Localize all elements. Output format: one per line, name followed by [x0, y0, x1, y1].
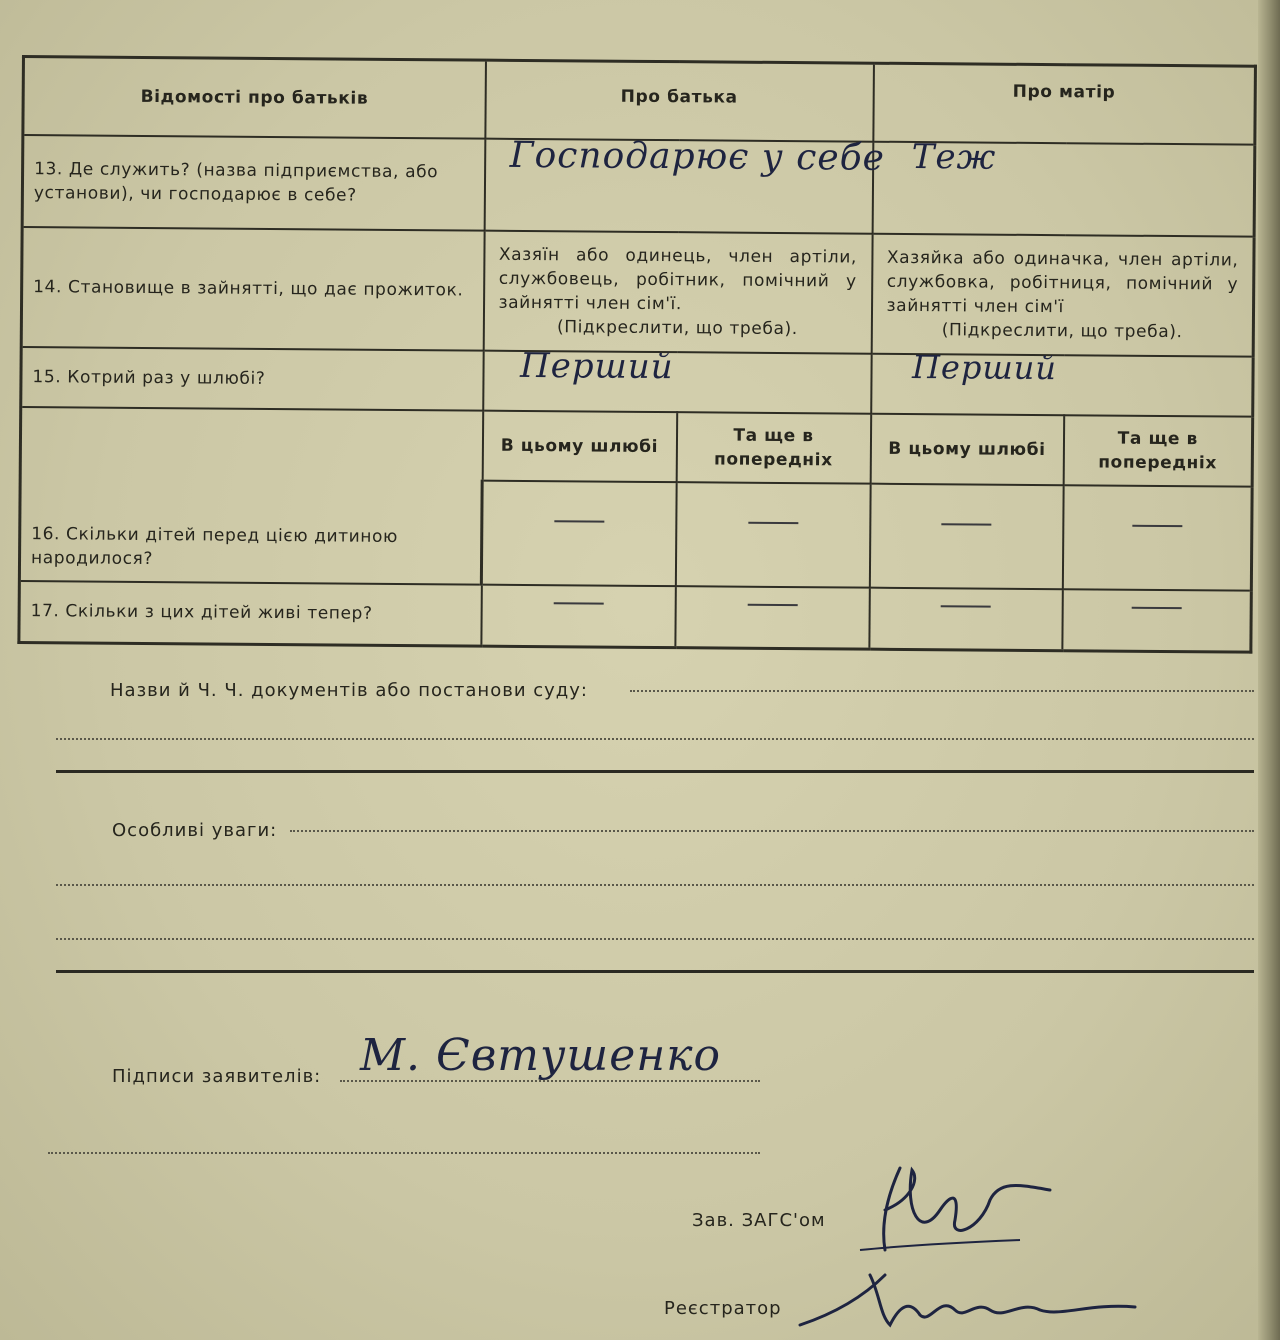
applicants-signature-line-2[interactable] [48, 1152, 760, 1154]
remarks-field-line-1[interactable] [290, 830, 1254, 832]
documents-section-divider [56, 770, 1254, 773]
q15-father-answer-cell [483, 345, 871, 413]
subheader-mother-previous-text: Та ще в попередніх [1098, 428, 1218, 473]
head-label: Зав. ЗАГС'ом [692, 1210, 826, 1231]
q16-mother-this-marriage [869, 483, 1063, 589]
q13-father-answer-cell [484, 134, 886, 233]
applicant-signature: М. Євтушенко [360, 1030, 722, 1081]
q13-number: 13. [34, 158, 64, 179]
q14-text: Становище в зайнятті, що дає прожиток. [67, 276, 464, 300]
documents-field-line-2[interactable] [56, 738, 1254, 740]
q16-value-1 [554, 520, 604, 546]
header-parents-info [23, 57, 486, 139]
q17-value-3 [941, 605, 991, 631]
q16-mother-previous [1062, 485, 1252, 590]
q14-mother-hint: (Підкреслити, що треба). [941, 319, 1183, 342]
row-q14 [21, 227, 1254, 357]
q15-text: Котрий раз у шлюбі? [67, 366, 266, 389]
q16-father-this-marriage [481, 480, 676, 586]
parents-info-table [17, 55, 1257, 654]
q17-text: Скільки з цих дітей живі тепер? [65, 601, 373, 625]
registrar-label: Реєстратор [664, 1298, 782, 1319]
registrar-signature-icon [790, 1255, 1150, 1340]
q13-mother-answer-cell [872, 136, 1255, 236]
q15-number: 15. [32, 366, 62, 387]
q14-number: 14. [33, 276, 63, 297]
q16-value-2 [748, 521, 798, 547]
header-mother-text: Про матір [1012, 81, 1116, 103]
remarks-field-line-2[interactable] [56, 884, 1254, 886]
q16-value-4 [1132, 524, 1182, 550]
subheader-mother-this-marriage [870, 413, 1064, 485]
q13-father-answer: Господарює у себе [509, 134, 886, 179]
subheader-father-previous-text: Та ще в попередніх [713, 425, 833, 470]
q16-question [19, 407, 482, 585]
row-q15 [21, 347, 1253, 417]
documents-label: Назви й Ч. Ч. документів або постанови суду: [110, 680, 588, 701]
applicants-label: Підписи заявителів: [112, 1066, 322, 1087]
q16-father-previous [675, 482, 870, 588]
q14-mother-options-text: Хазяйка або одиначка, член артіли, службовка, робітниця, помічний у зайнятті член сім'ї [886, 247, 1239, 317]
header-father-text: Про батька [620, 86, 738, 108]
remarks-section-divider [56, 970, 1254, 973]
q16-number: 16. [31, 523, 61, 544]
q17-question [19, 580, 481, 646]
q15-mother-answer: Перший [911, 347, 1058, 387]
head-signature-icon [850, 1150, 1080, 1260]
remarks-label: Особливі уваги: [112, 820, 278, 841]
q16-text: Скільки дітей перед цією дитиною народилося? [30, 523, 399, 569]
q15-father-answer: Перший [519, 345, 674, 387]
q17-number: 17. [30, 601, 60, 622]
q15-question [21, 347, 483, 411]
subheader-father-this-marriage [482, 410, 677, 482]
q14-mother-options [871, 233, 1254, 356]
documents-field-line-1[interactable] [630, 690, 1254, 692]
row-q17 [19, 580, 1251, 652]
table-header-row [23, 57, 1256, 145]
q17-value-2 [747, 604, 797, 630]
q17-value-4 [1131, 607, 1181, 633]
q16-value-3 [941, 523, 991, 549]
header-father [485, 60, 874, 141]
q15-mother-answer-cell [871, 347, 1253, 416]
q14-question [21, 227, 484, 351]
q17-father-this-marriage [481, 584, 675, 648]
q13-mother-answer: Теж [911, 136, 997, 178]
q13-text: Де служить? (назва підприємства, або установи), чи господарює в себе? [33, 158, 439, 206]
header-parents-info-text: Відомості про батьків [140, 86, 369, 109]
subheader-mother-previous [1063, 415, 1253, 486]
subheader-father-previous [676, 412, 871, 484]
q13-question [22, 135, 485, 231]
remarks-field-line-3[interactable] [56, 938, 1254, 940]
subheader-father-this-marriage-text: В цьому шлюбі [500, 435, 659, 457]
row-q13 [22, 135, 1255, 237]
q17-father-previous [675, 586, 869, 650]
q14-father-options-text: Хазяїн або одинець, член артіли, службовець, робітник, помічний у зайнятті член сім'ї. [498, 244, 858, 314]
q14-father-options [483, 230, 872, 353]
subheader-mother-this-marriage-text: В цьому шлюбі [888, 438, 1046, 460]
header-mother [873, 63, 1256, 144]
page-edge [1258, 0, 1280, 1340]
q17-value-1 [553, 602, 603, 628]
q17-mother-previous [1062, 589, 1251, 652]
row-children-subheaders [20, 407, 1253, 487]
q17-mother-this-marriage [869, 587, 1062, 651]
q14-father-hint: (Підкреслити, що треба). [556, 316, 798, 339]
